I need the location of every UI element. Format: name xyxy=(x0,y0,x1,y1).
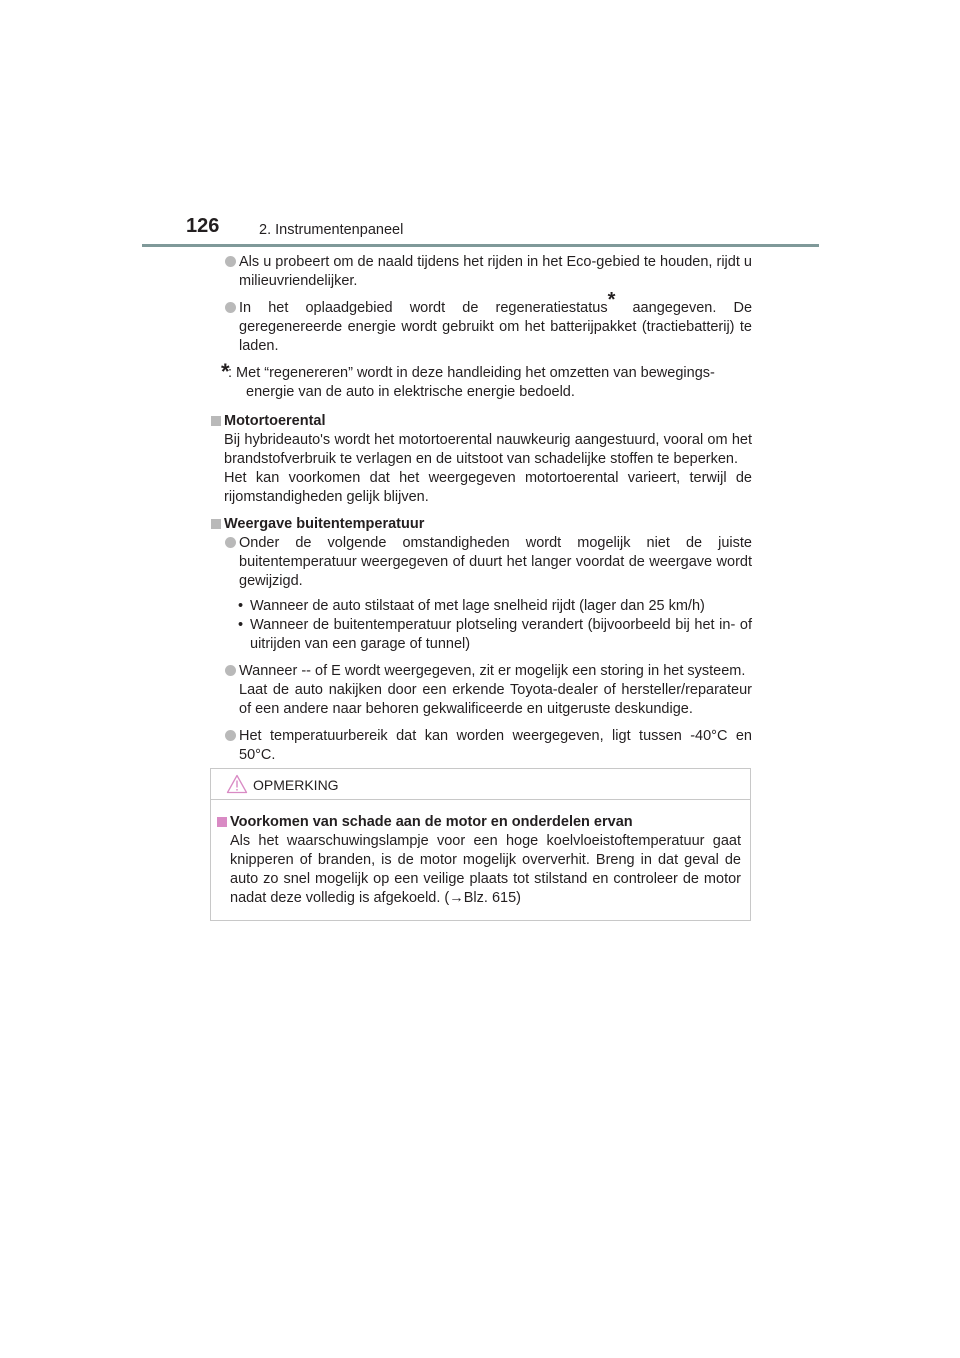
sub-item: • Wanneer de buitentemperatuur plotseling verandert (bijvoorbeeld bij het in- of uitrijden van een garage of tunnel) xyxy=(238,617,752,652)
header-rule xyxy=(142,244,819,247)
bullet-item xyxy=(210,662,752,719)
footnote-marker: * xyxy=(221,359,230,384)
notice-text: Als het waarschuwingslampje voor een hoge koelvloeistoftemperatuur gaat knipperen of branden, is de motor mogelijk oververhit. Breng in dat geval de auto zo snel mogelijk op een veilige plaats tot stilstand en controleer de motor nadat deze volledig is afgekoeld. (→Blz. 615) xyxy=(230,833,741,906)
bullet-text: Het temperatuurbereik dat kan worden weergegeven, ligt tussen -40°C en 50°C. xyxy=(239,728,752,763)
bullet-dot-icon xyxy=(225,302,236,313)
section-heading: Motortoerental xyxy=(210,412,752,431)
warning-triangle-icon xyxy=(226,774,248,794)
sub-item-marker: • xyxy=(238,598,244,614)
footnote xyxy=(210,359,752,402)
bullet-text: Onder de volgende omstandigheden wordt mogelijk niet de juiste buitentemperatuur weergegeven of duurt het langer voordat de weergave wordt gewijzigd. xyxy=(239,535,752,589)
section-heading: Weergave buitentemperatuur xyxy=(210,515,752,534)
square-bullet-icon xyxy=(211,416,221,426)
notice-heading: Voorkomen van schade aan de motor en onderdelen ervan xyxy=(216,813,741,832)
footnote-line: : Met “regenereren” wordt in deze handleiding het omzetten van bewegings- xyxy=(228,365,715,381)
square-bullet-icon xyxy=(217,817,227,827)
section-title: 2. Instrumentenpaneel xyxy=(259,222,404,238)
bullet-text: aangegeven. De geregenereerde energie wordt gebruikt om het batterijpakket (tractiebatterij) te laden. xyxy=(239,300,753,354)
bullet-text: Als u probeert om de naald tijdens het rijden in het Eco-gebied te houden, rijdt u milieuvriendelijker. xyxy=(239,254,752,289)
square-bullet-icon xyxy=(211,519,221,529)
asterisk-superscript: * xyxy=(607,289,616,312)
bullet-text: In het oplaadgebied wordt de regeneratiestatus xyxy=(239,300,608,316)
bullet-item xyxy=(210,289,753,356)
sub-item: • Wanneer de auto stilstaat of met lage snelheid rijdt (lager dan 25 km/h) xyxy=(238,598,705,614)
notice-box xyxy=(210,768,751,921)
main-content xyxy=(210,253,752,773)
bullet-dot-icon xyxy=(225,256,236,267)
bullet-dot-icon xyxy=(225,537,236,548)
bullet-dot-icon xyxy=(225,665,236,676)
bullet-item xyxy=(210,253,752,291)
notice-header xyxy=(211,769,750,800)
bullet-item xyxy=(210,534,752,591)
bullet-text: Laat de auto nakijken door een erkende Toyota-dealer of hersteller/reparateur of een andere naar behoren gekwalificeerde en uitgeruste deskundige. xyxy=(239,682,752,717)
bullet-item xyxy=(210,727,752,765)
bullet-dot-icon xyxy=(225,730,236,741)
page-header xyxy=(142,214,819,248)
sub-item-marker: • xyxy=(238,617,244,633)
paragraph: Het kan voorkomen dat het weergegeven motortoerental varieert, terwijl de rijomstandigheden gelijk blijven. xyxy=(224,470,752,505)
notice-body xyxy=(216,811,741,908)
footnote-line: energie van de auto in elektrische energie bedoeld. xyxy=(246,384,575,400)
bullet-text: Wanneer -- of E wordt weergegeven, zit er mogelijk een storing in het systeem. xyxy=(239,663,746,679)
paragraph: Bij hybrideauto's wordt het motortoerental nauwkeurig aangestuurd, vooral om het brandstofverbruik te verlagen en de uitstoot van schadelijke stoffen te beperken. xyxy=(224,432,752,467)
notice-label: OPMERKING xyxy=(253,777,339,793)
page-number: 126 xyxy=(186,215,220,237)
